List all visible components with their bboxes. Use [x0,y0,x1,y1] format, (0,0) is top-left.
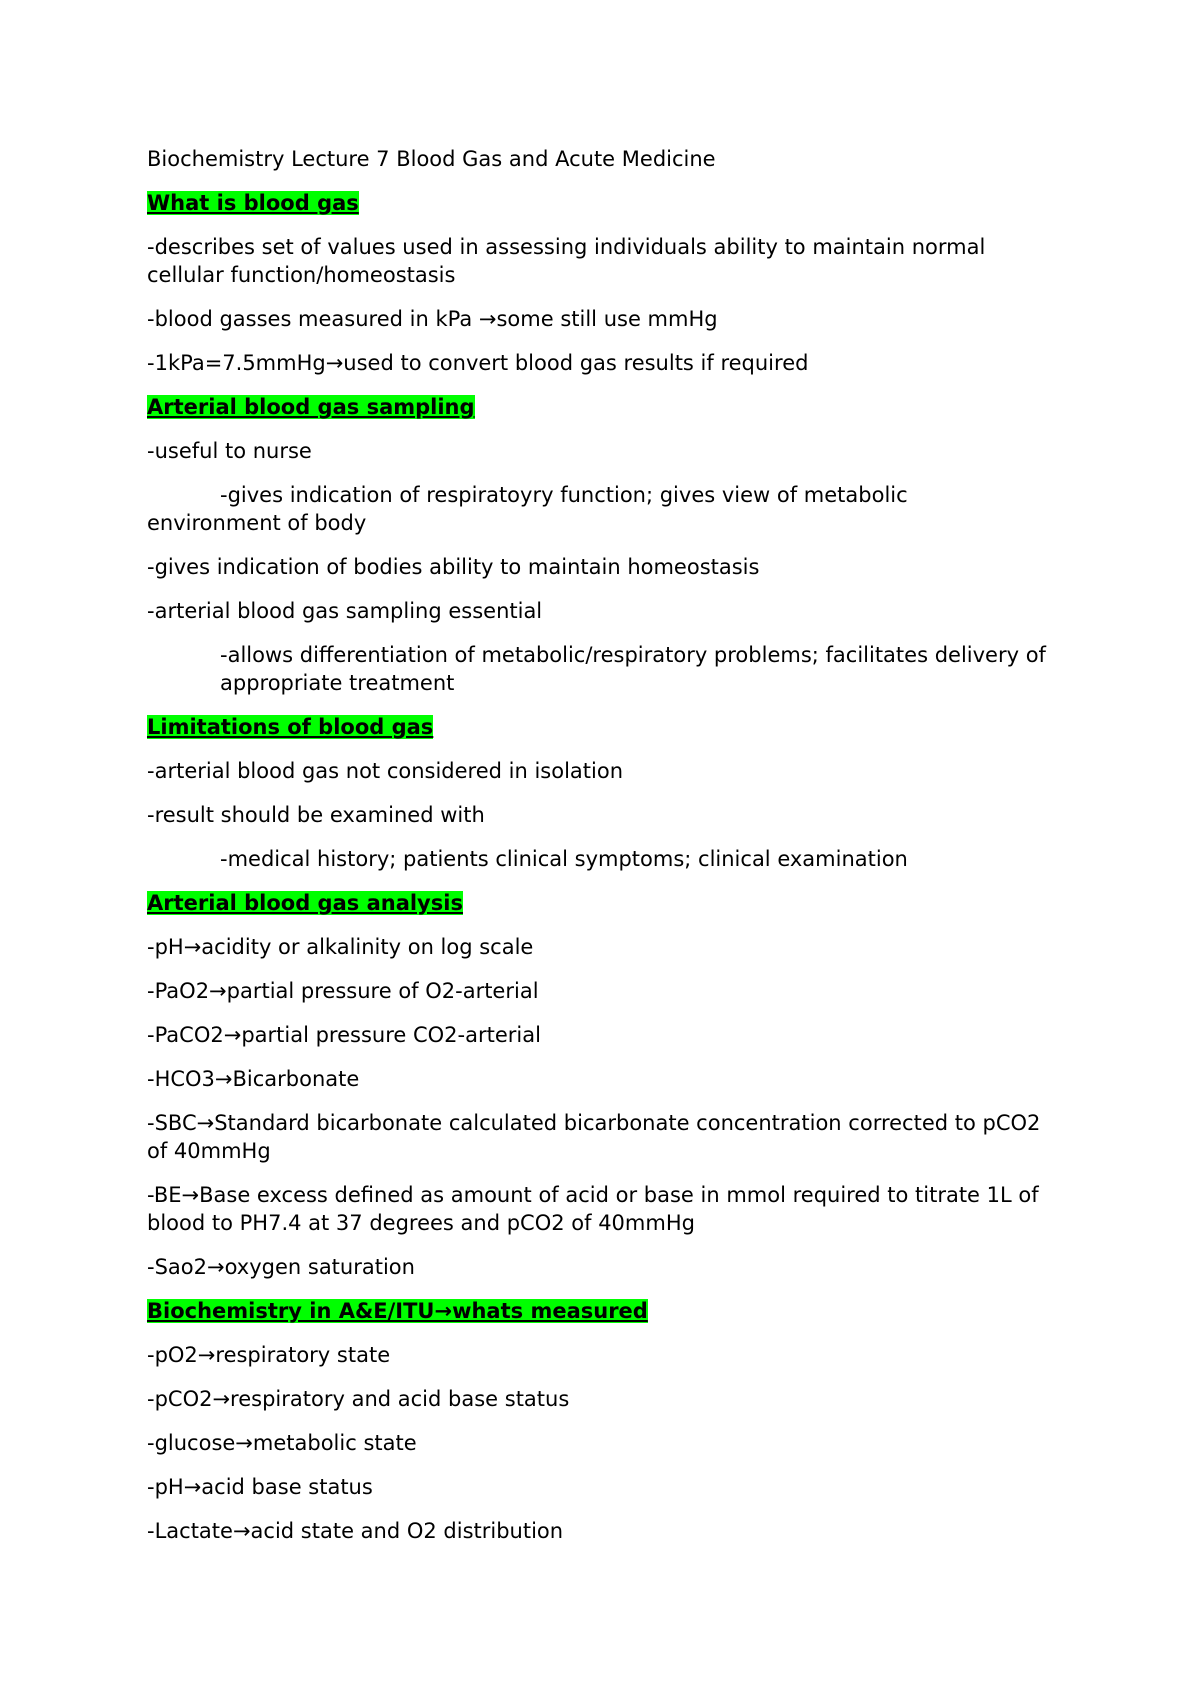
body-line-indented: -gives indication of respiratoyry function; gives view of metabolic environment of body [147,483,908,535]
body-line: -HCO3→Bicarbonate [147,1067,360,1091]
body-line: -pO2→respiratory state [147,1343,391,1367]
section-heading [147,889,1047,917]
body-line: -PaCO2→partial pressure CO2-arterial [147,1023,541,1047]
section-heading-text: What is blood gas [147,191,359,215]
document-page [147,145,1047,1561]
section-heading-text: Biochemistry in A&E/ITU→whats measured [147,1299,648,1323]
section-heading-text: Limitations of blood gas [147,715,434,739]
body-line: -useful to nurse [147,439,312,463]
section-heading [147,189,1047,217]
document-title: Biochemistry Lecture 7 Blood Gas and Acute Medicine [147,147,716,171]
body-line: -PaO2→partial pressure of O2-arterial [147,979,539,1003]
body-line-indented: -allows differentiation of metabolic/respiratory problems; facilitates delivery of appropriate treatment [220,643,1046,695]
body-line: -pCO2→respiratory and acid base status [147,1387,570,1411]
section-heading [147,1297,1047,1325]
body-line: -result should be examined with [147,803,485,827]
body-line: -gives indication of bodies ability to maintain homeostasis [147,555,760,579]
section-heading-text: Arterial blood gas analysis [147,891,463,915]
body-line: -glucose→metabolic state [147,1431,417,1455]
section-heading [147,713,1047,741]
body-line: -pH→acid base status [147,1475,373,1499]
body-line: -BE→Base excess defined as amount of acid or base in mmol required to titrate 1L of blood to PH7.4 at 37 degrees and pCO2 of 40mmHg [147,1183,1039,1235]
section-heading [147,393,1047,421]
body-line: -Lactate→acid state and O2 distribution [147,1519,564,1543]
body-line: -blood gasses measured in kPa →some still use mmHg [147,307,718,331]
body-line: -arterial blood gas sampling essential [147,599,543,623]
body-line: -Sao2→oxygen saturation [147,1255,415,1279]
body-line-indented: -medical history; patients clinical symptoms; clinical examination [220,847,908,871]
section-heading-text: Arterial blood gas sampling [147,395,475,419]
body-line: -arterial blood gas not considered in isolation [147,759,624,783]
body-line: -1kPa=7.5mmHg→used to convert blood gas results if required [147,351,809,375]
body-line: -describes set of values used in assessing individuals ability to maintain normal cellular function/homeostasis [147,235,986,287]
body-line: -pH→acidity or alkalinity on log scale [147,935,534,959]
body-line: -SBC→Standard bicarbonate calculated bicarbonate concentration corrected to pCO2 of 40mmHg [147,1111,1041,1163]
